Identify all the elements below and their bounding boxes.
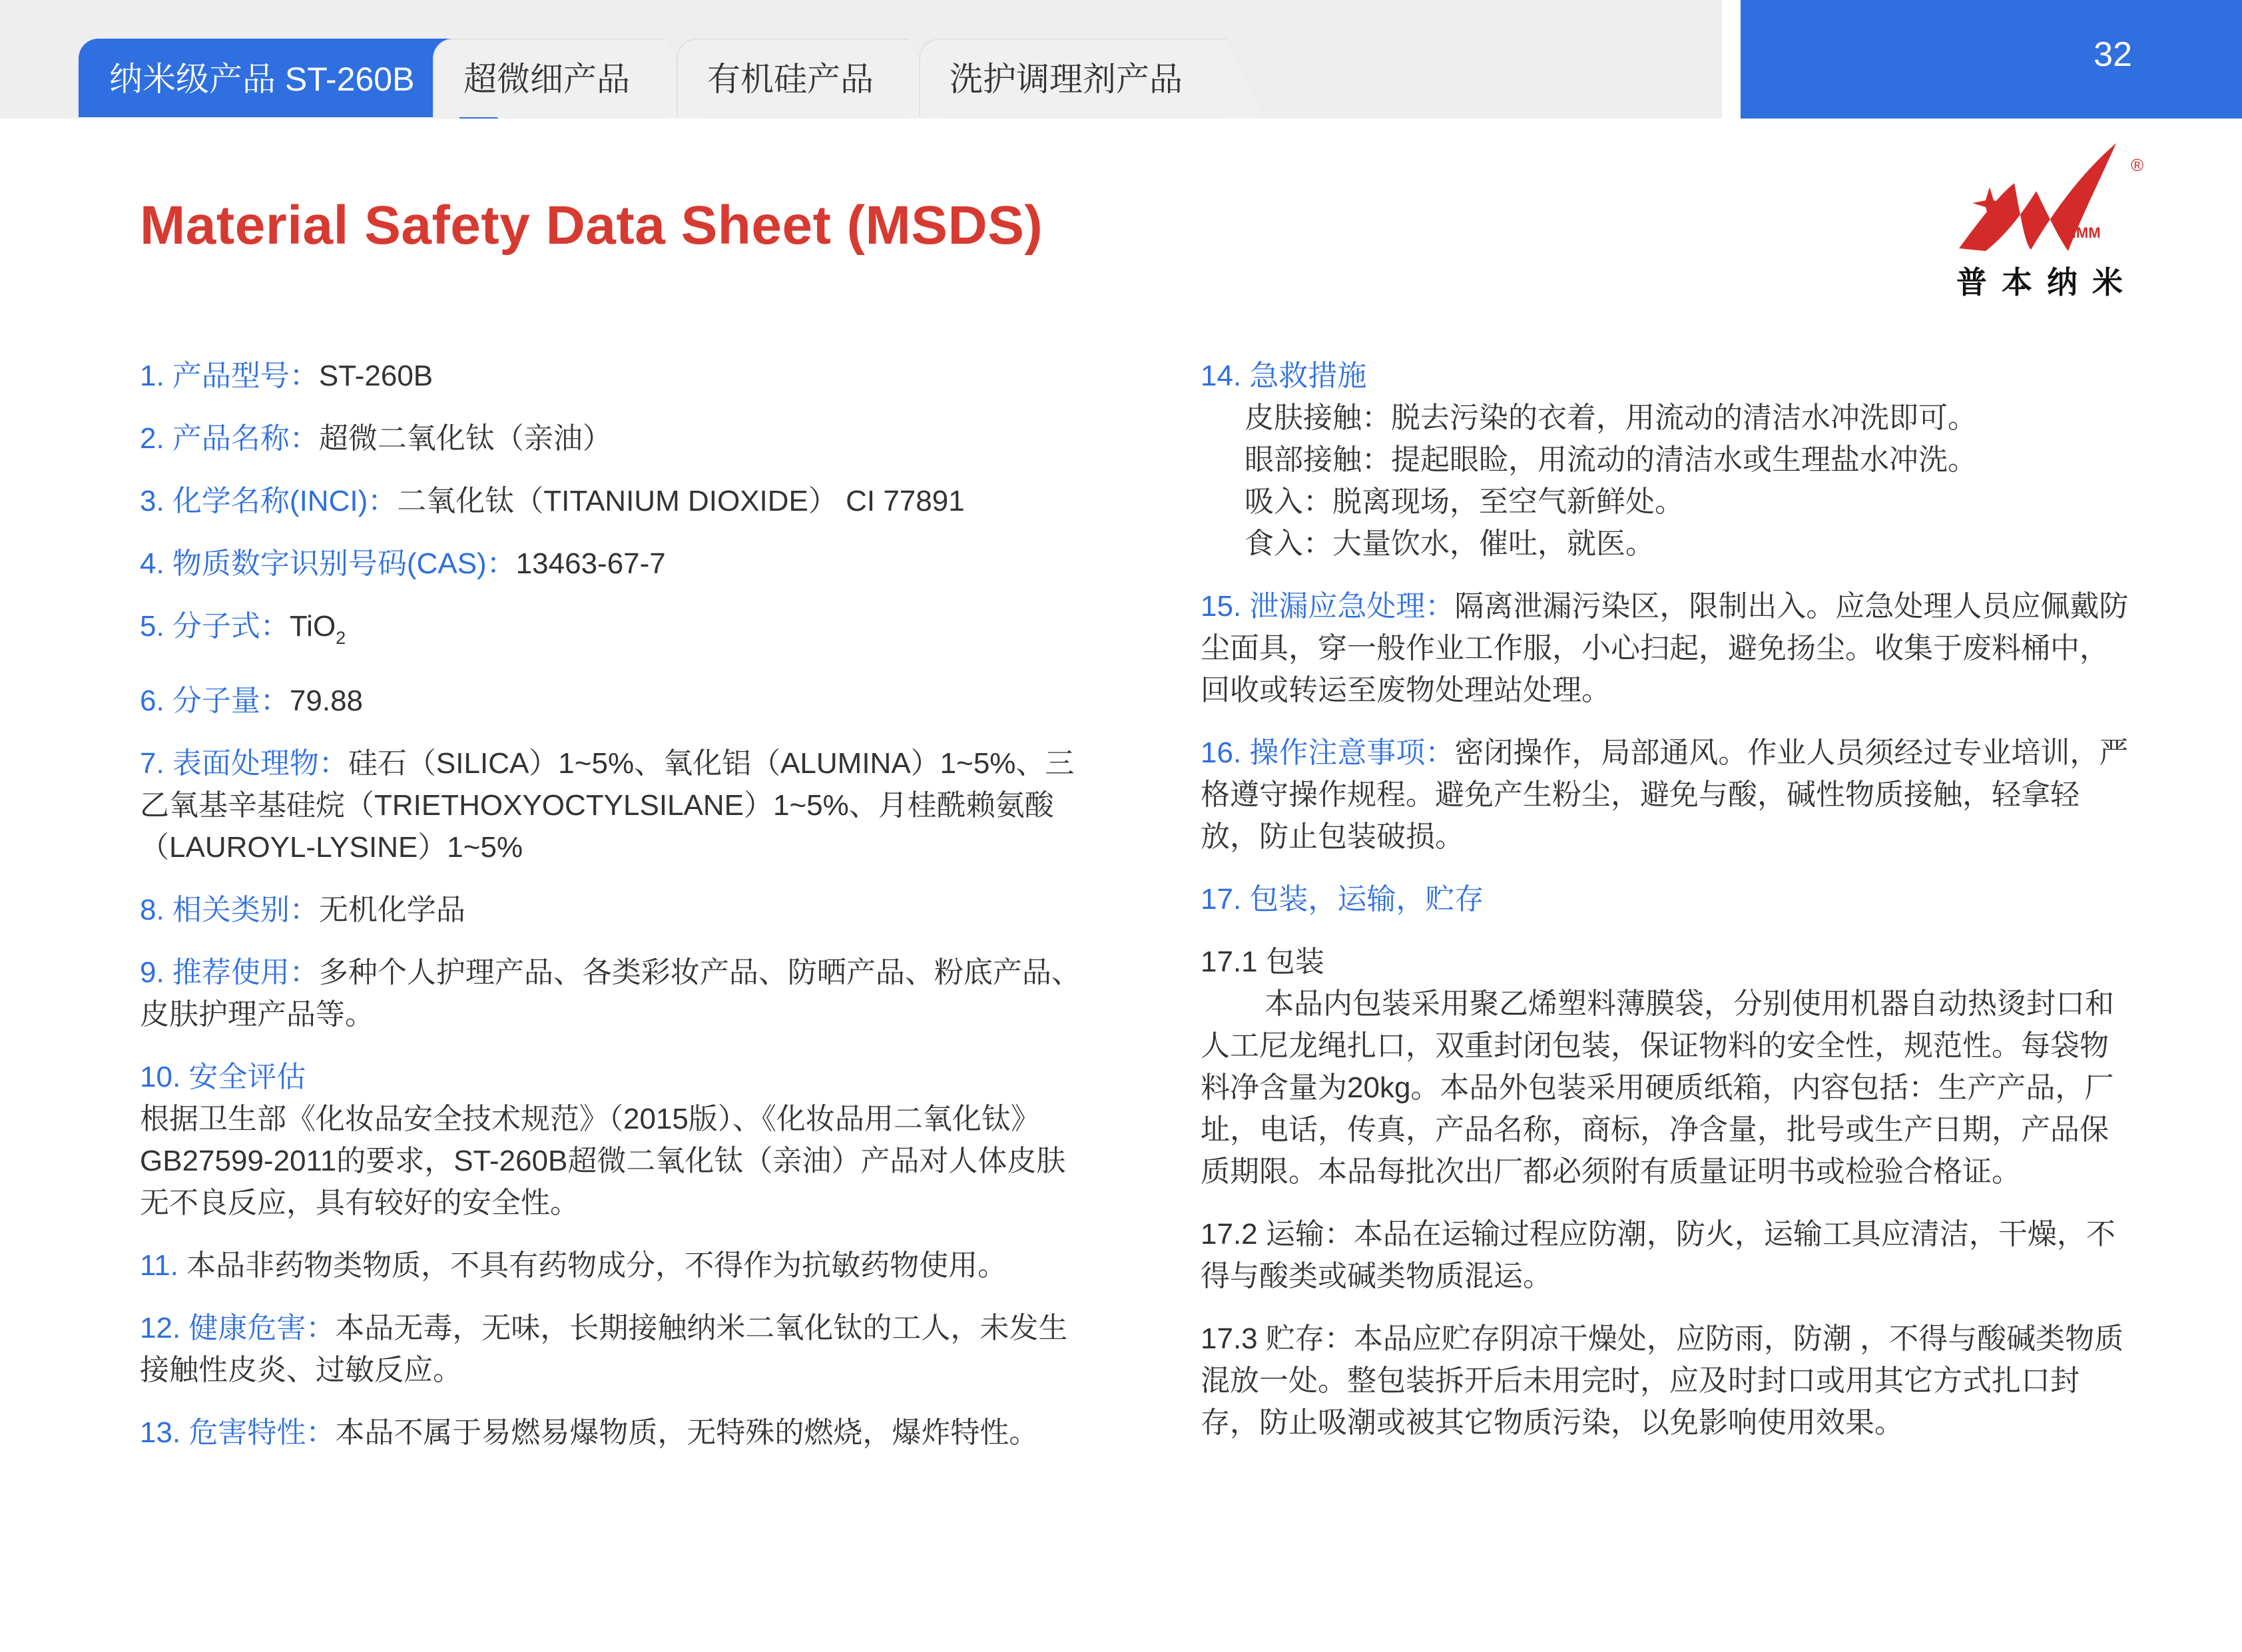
item-value: 本品非药物类物质，不具有药物成分，不得作为抗敏药物使用。 bbox=[178, 1249, 1007, 1282]
page-number: 32 bbox=[2094, 35, 2132, 74]
item-label: 10. 安全评估 bbox=[140, 1061, 306, 1093]
section-17-1 bbox=[1201, 941, 2133, 1193]
page-title: Material Safety Data Sheet (MSDS) bbox=[140, 195, 1043, 256]
item-value: TiO bbox=[289, 610, 336, 643]
item-label: 7. 表面处理物： bbox=[140, 747, 348, 780]
formula-subscript: 2 bbox=[336, 628, 346, 648]
item-value: 根据卫生部《化妆品安全技术规范》（2015版）、《化妆品用二氧化钛》GB27599-2011的要求，ST-260B超微二氧化钛（亲油）产品对人体皮肤无不良反应，具有较好的安全性。 bbox=[140, 1103, 1066, 1219]
item-value: 隔离泄漏污染区，限制出入。应急处理人员应佩戴防尘面具，穿一般作业工作服，小心扫起，避免扬尘。收集于废料桶中，回收或转运至废物处理站处理。 bbox=[1201, 590, 2129, 706]
item-hazard-properties bbox=[140, 1412, 1092, 1454]
item-value: 二氧化钛（TITANIUM DIOXIDE） CI 77891 bbox=[397, 485, 965, 517]
item-label: 9. 推荐使用： bbox=[140, 956, 319, 989]
first-aid-skin: 皮肤接触：脱去污染的衣着，用流动的清洁水冲洗即可。 bbox=[1245, 402, 1977, 434]
item-label: 12. 健康危害： bbox=[140, 1312, 336, 1344]
item-value: 13463-67-7 bbox=[515, 547, 666, 580]
item-value: 本品无毒，无味，长期接触纳米二氧化钛的工人，未发生接触性皮炎、过敏反应。 bbox=[140, 1312, 1068, 1386]
item-formula bbox=[140, 605, 1092, 659]
item-label: 5. 分子式： bbox=[140, 610, 290, 643]
logo-brand: NMM bbox=[2066, 224, 2101, 241]
item-label: 2. 产品名称： bbox=[140, 422, 319, 455]
item-label: 14. 急救措施 bbox=[1201, 360, 1367, 392]
tab-silicone[interactable]: 有机硅产品 bbox=[677, 39, 910, 117]
item-label: 11. bbox=[140, 1249, 178, 1282]
item-value: 硅石（SILICA）1~5%、氧化铝（ALUMINA）1~5%、三乙氧基辛基硅烷（TRIETHOXYOCTYLSILANE）1~5%、月桂酰赖氨酸（LAUROYL-LYSINE）1~5% bbox=[140, 747, 1075, 864]
item-cas-number bbox=[140, 543, 1092, 585]
item-label: 4. 物质数字识别号码(CAS)： bbox=[140, 547, 516, 580]
page-number-box bbox=[1741, 0, 2242, 119]
item-value: 密闭操作，局部通风。作业人员须经过专业培训，严格遵守操作规程。避免产生粉尘，避免与酸，碱性物质接触，轻拿轻放，防止包装破损。 bbox=[1201, 736, 2129, 853]
right-column bbox=[1201, 355, 2133, 1464]
item-label: 13. 危害特性： bbox=[140, 1416, 336, 1449]
item-molecular-weight bbox=[140, 680, 1092, 722]
item-packaging-transport-storage bbox=[1201, 878, 2133, 1444]
section-17-2: 17.2 运输：本品在运输过程应防潮，防火，运输工具应清洁，干燥，不得与酸类或碱类物质混运。 bbox=[1201, 1218, 2115, 1292]
item-chemical-name bbox=[140, 480, 1092, 522]
item-safety-assessment bbox=[140, 1056, 1092, 1224]
item-label: 3. 化学名称(INCI)： bbox=[140, 485, 398, 517]
item-surface-treatment bbox=[140, 742, 1092, 868]
item-first-aid bbox=[1201, 355, 2133, 565]
left-column bbox=[140, 355, 1092, 1474]
item-product-model bbox=[140, 355, 1092, 397]
item-recommended-use bbox=[140, 952, 1092, 1035]
section-17-1-body: 本品内包装采用聚乙烯塑料薄膜袋，分别使用机器自动热烫封口和人工尼龙绳扎口，双重封闭包装，保证物料的安全性，规范性。每袋物料净含量为20kg。本品外包装采用硬质纸箱，内容包括：生产产品，厂址，电话，传真，产品名称，商标，净含量，批号或生产日期，产品保质期限。本品每批次出厂都必须附有质量证明书或检验合格证。 bbox=[1201, 987, 2114, 1188]
first-aid-ingestion: 食入：大量饮水，催吐，就医。 bbox=[1245, 527, 1655, 560]
item-value: 79.88 bbox=[289, 685, 364, 717]
item-non-drug bbox=[140, 1244, 1092, 1286]
logo-name: 普本纳米 bbox=[1956, 265, 2137, 300]
item-value: 多种个人护理产品、各类彩妆产品、防晒产品、粉底产品、皮肤护理产品等。 bbox=[140, 956, 1081, 1031]
item-leak-response bbox=[1201, 585, 2133, 711]
item-handling-precautions bbox=[1201, 732, 2133, 858]
item-value: ST-260B bbox=[318, 360, 433, 392]
tab-ultrafine[interactable]: 超微细产品 bbox=[433, 39, 666, 117]
item-label: 1. 产品型号： bbox=[140, 360, 319, 392]
item-value: 无机化学品 bbox=[318, 894, 465, 926]
item-value: 超微二氧化钛（亲油） bbox=[318, 422, 612, 455]
item-label: 8. 相关类别： bbox=[140, 894, 319, 926]
registered-mark: ® bbox=[2131, 155, 2144, 175]
first-aid-inhalation: 吸入：脱离现场，至空气新鲜处。 bbox=[1245, 485, 1684, 518]
item-health-hazard bbox=[140, 1307, 1092, 1391]
section-17-3: 17.3 贮存：本品应贮存阴凉干燥处，应防雨，防潮 ，不得与酸碱类物质混放一处。整包装拆开后未用完时，应及时封口或用其它方式扎口封存，防止吸潮或被其它物质污染，以免影响使用效果。 bbox=[1201, 1322, 2124, 1439]
item-label: 16. 操作注意事项： bbox=[1201, 736, 1455, 769]
first-aid-eyes: 眼部接触：提起眼睑，用流动的清洁水或生理盐水冲洗。 bbox=[1245, 443, 1977, 476]
tab-care-conditioner[interactable]: 洗护调理剂产品 bbox=[919, 39, 1227, 117]
section-17-1-title: 17.1 包装 bbox=[1201, 946, 1324, 978]
item-label: 15. 泄漏应急处理： bbox=[1201, 590, 1455, 623]
item-product-name bbox=[140, 417, 1092, 459]
item-category bbox=[140, 889, 1092, 931]
item-label: 17. 包装，运输，贮存 bbox=[1201, 883, 1484, 916]
tab-nano-st260b[interactable]: 纳米级产品 ST-260B bbox=[79, 39, 461, 117]
item-value: 本品不属于易燃易爆物质，无特殊的燃烧，爆炸特性。 bbox=[335, 1416, 1039, 1449]
item-label: 6. 分子量： bbox=[140, 685, 290, 717]
